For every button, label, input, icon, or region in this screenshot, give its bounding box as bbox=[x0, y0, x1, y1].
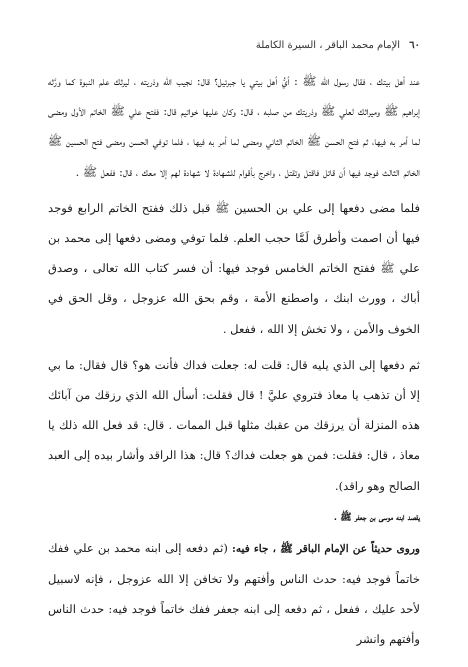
paragraph-4 bbox=[48, 533, 420, 655]
paragraph-1: عند أهل بيتك ، فقال رسول الله ﷺ : أيُّ أهل بيتي يا جبرئيل؟ قال: نجيب الله وذريته ، ليرثك علم النبوة كما ورَّثه إبراهيم ﷺ وميراثك لعلي ﷺ وذريتك من صلبه ، قال: وكان عليها خواتيم قال: ففتح علي ﷺ الخاتم الأول ومضى لما أمر به فيها، ثم فتح الحسن ﷺ الخاتم الثاني ومضى لما أمر به فيها ، فلما توفي الحسن ومضى فتح الحسين ﷺ الخاتم الثالث فوجد فيها أن قاتل فاقتل وتقتل ، واخرج بأقوام للشهادة لا شهادة لهم إلا معك ، قال: ففعل ﷺ . bbox=[48, 74, 420, 179]
sub-heading-note: يقصد ابنه موسى بن جعفر ﷺ . bbox=[333, 511, 420, 523]
page-number: ٦٠ bbox=[409, 40, 420, 51]
paragraph-2: فلما مضى دفعها إلى علي بن الحسين ﷺ قبل ذلك ففتح الخاتم الرابع فوجد فيها أن اصمت وأطرق لَمَّا حجب العلم. فلما توفي ومضى دفعها إلى محمد بن علي ﷺ ففتح الخاتم الخامس فوجد فيها: أن فسر كتاب الله تعالى ، وصدق أباك ، وورث ابنك ، واصطنع الأمة ، وقم بحق الله عزوجل ، وقل الحق في الخوف والأمن ، ولا تخش إلا الله ، ففعل . bbox=[48, 200, 420, 336]
running-header bbox=[48, 40, 420, 60]
running-title: الإمام محمد الباقر ، السيرة الكاملة bbox=[255, 40, 401, 51]
paragraph-4-lead: وروى حديثاً عن الإمام الباقر ﷺ ، جاء فيه: bbox=[232, 542, 420, 555]
paragraph-3: ثم دفعها إلى الذي يليه قال: قلت له: جعلت فداك فأنت هو؟ قال فقال: ما بي إلا أن تذهب يا معاذ فتروي عليَّ ! قال فقلت: أسأل الله الذي رزقك من آبائك هذه المنزلة أن يرزقك من عقبك مثلها قبل الممات . قال: قد فعل الله ذلك يا معاذ ، قال: فقلت: فمن هو جعلت فداك؟ قال: هذا الراقد وأشار بيده إلى العبد الصالح وهو راقد). bbox=[48, 357, 420, 493]
paragraph-4-text: (ثم دفعه إلى ابنه محمد بن علي ففك خاتماً فوجد فيه: حدث الناس وأفتهم ولا تخافن إلا الله عزوجل ، فإنه لاسبيل لأحد عليك ، ففعل ، ثم دفعه إلى ابنه جعفر ففك خاتماً فوجد فيه: حدث الناس وأفتهم وانشر bbox=[48, 540, 420, 647]
